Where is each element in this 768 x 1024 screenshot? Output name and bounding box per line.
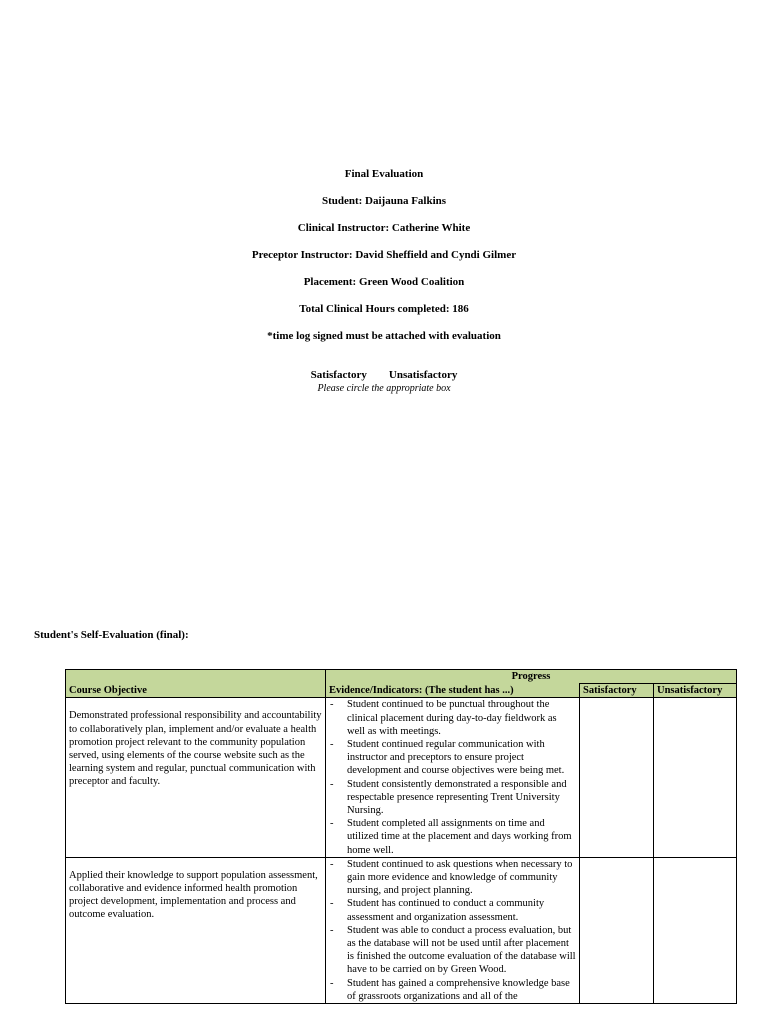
clinical-instructor: Clinical Instructor: Catherine White [297,222,471,234]
total-clinical-hours: Total Clinical Hours completed: 186 [299,303,469,315]
evidence-item: - Student completed all assignments on time and utilized time at the placement and days working from home well. [328,817,577,857]
header-empty-cell [66,670,326,684]
unsatisfactory-cell[interactable] [654,857,737,1003]
evidence-item: - Student consistently demonstrated a responsible and respectable presence representing Trent University Nursing. [328,778,577,818]
rating-options [0,369,768,381]
objective-cell: Applied their knowledge to support population assessment, collaborative and evidence informed health promotion project development, implementation and process and outcome evaluation. [66,857,326,1003]
evidence-item: - Student has gained a comprehensive knowledge base of grassroots organizations and all of the [328,977,577,1003]
student-name: Student: Daijauna Falkins [321,195,447,207]
col-satisfactory: Satisfactory [580,684,654,698]
document-title: Final Evaluation [344,168,424,180]
col-evidence-indicators: Evidence/Indicators: (The student has ...) [326,684,580,698]
rating-unsatisfactory[interactable]: Unsatisfactory [388,369,458,381]
rating-satisfactory[interactable]: Satisfactory [310,369,367,381]
progress-header: Progress [326,670,737,684]
self-evaluation-heading: Student's Self-Evaluation (final): [34,629,189,641]
rating-instruction: Please circle the appropriate box [317,383,451,394]
col-course-objective: Course Objective [66,684,326,698]
unsatisfactory-cell[interactable] [654,698,737,857]
time-log-note: *time log signed must be attached with evaluation [267,330,501,342]
placement: Placement: Green Wood Coalition [303,276,465,288]
table-row [66,698,737,857]
table-header-row [66,684,737,698]
evidence-item: - Student has continued to conduct a community assessment and organization assessment. [328,897,577,923]
evidence-item: - Student continued to be punctual throughout the clinical placement during day-to-day fieldwork as well as with meetings. [328,698,577,738]
table-row [66,857,737,1003]
table-header-progress-row [66,670,737,684]
satisfactory-cell[interactable] [580,698,654,857]
evidence-cell [326,698,580,857]
evidence-item: - Student was able to conduct a process evaluation, but as the database will not be used until after placement is finished the outcome evaluation of the database will have to be carried on by Green Wood. [328,924,577,977]
evidence-item: - Student continued to ask questions when necessary to gain more evidence and knowledge of community nursing, and project planning. [328,858,577,898]
objective-cell: Demonstrated professional responsibility and accountability to collaboratively plan, implement and/or evaluate a health promotion project relevant to the community population served, using elements of the course website such as the learning system and regular, punctual communication with preceptor and faculty. [66,698,326,857]
satisfactory-cell[interactable] [580,857,654,1003]
col-unsatisfactory: Unsatisfactory [654,684,737,698]
evaluation-table [65,669,737,1004]
evidence-cell [326,857,580,1003]
preceptor-instructor: Preceptor Instructor: David Sheffield and Cyndi Gilmer [251,249,517,261]
evidence-item: - Student continued regular communication with instructor and preceptors to ensure project development and course objectives were being met. [328,738,577,778]
